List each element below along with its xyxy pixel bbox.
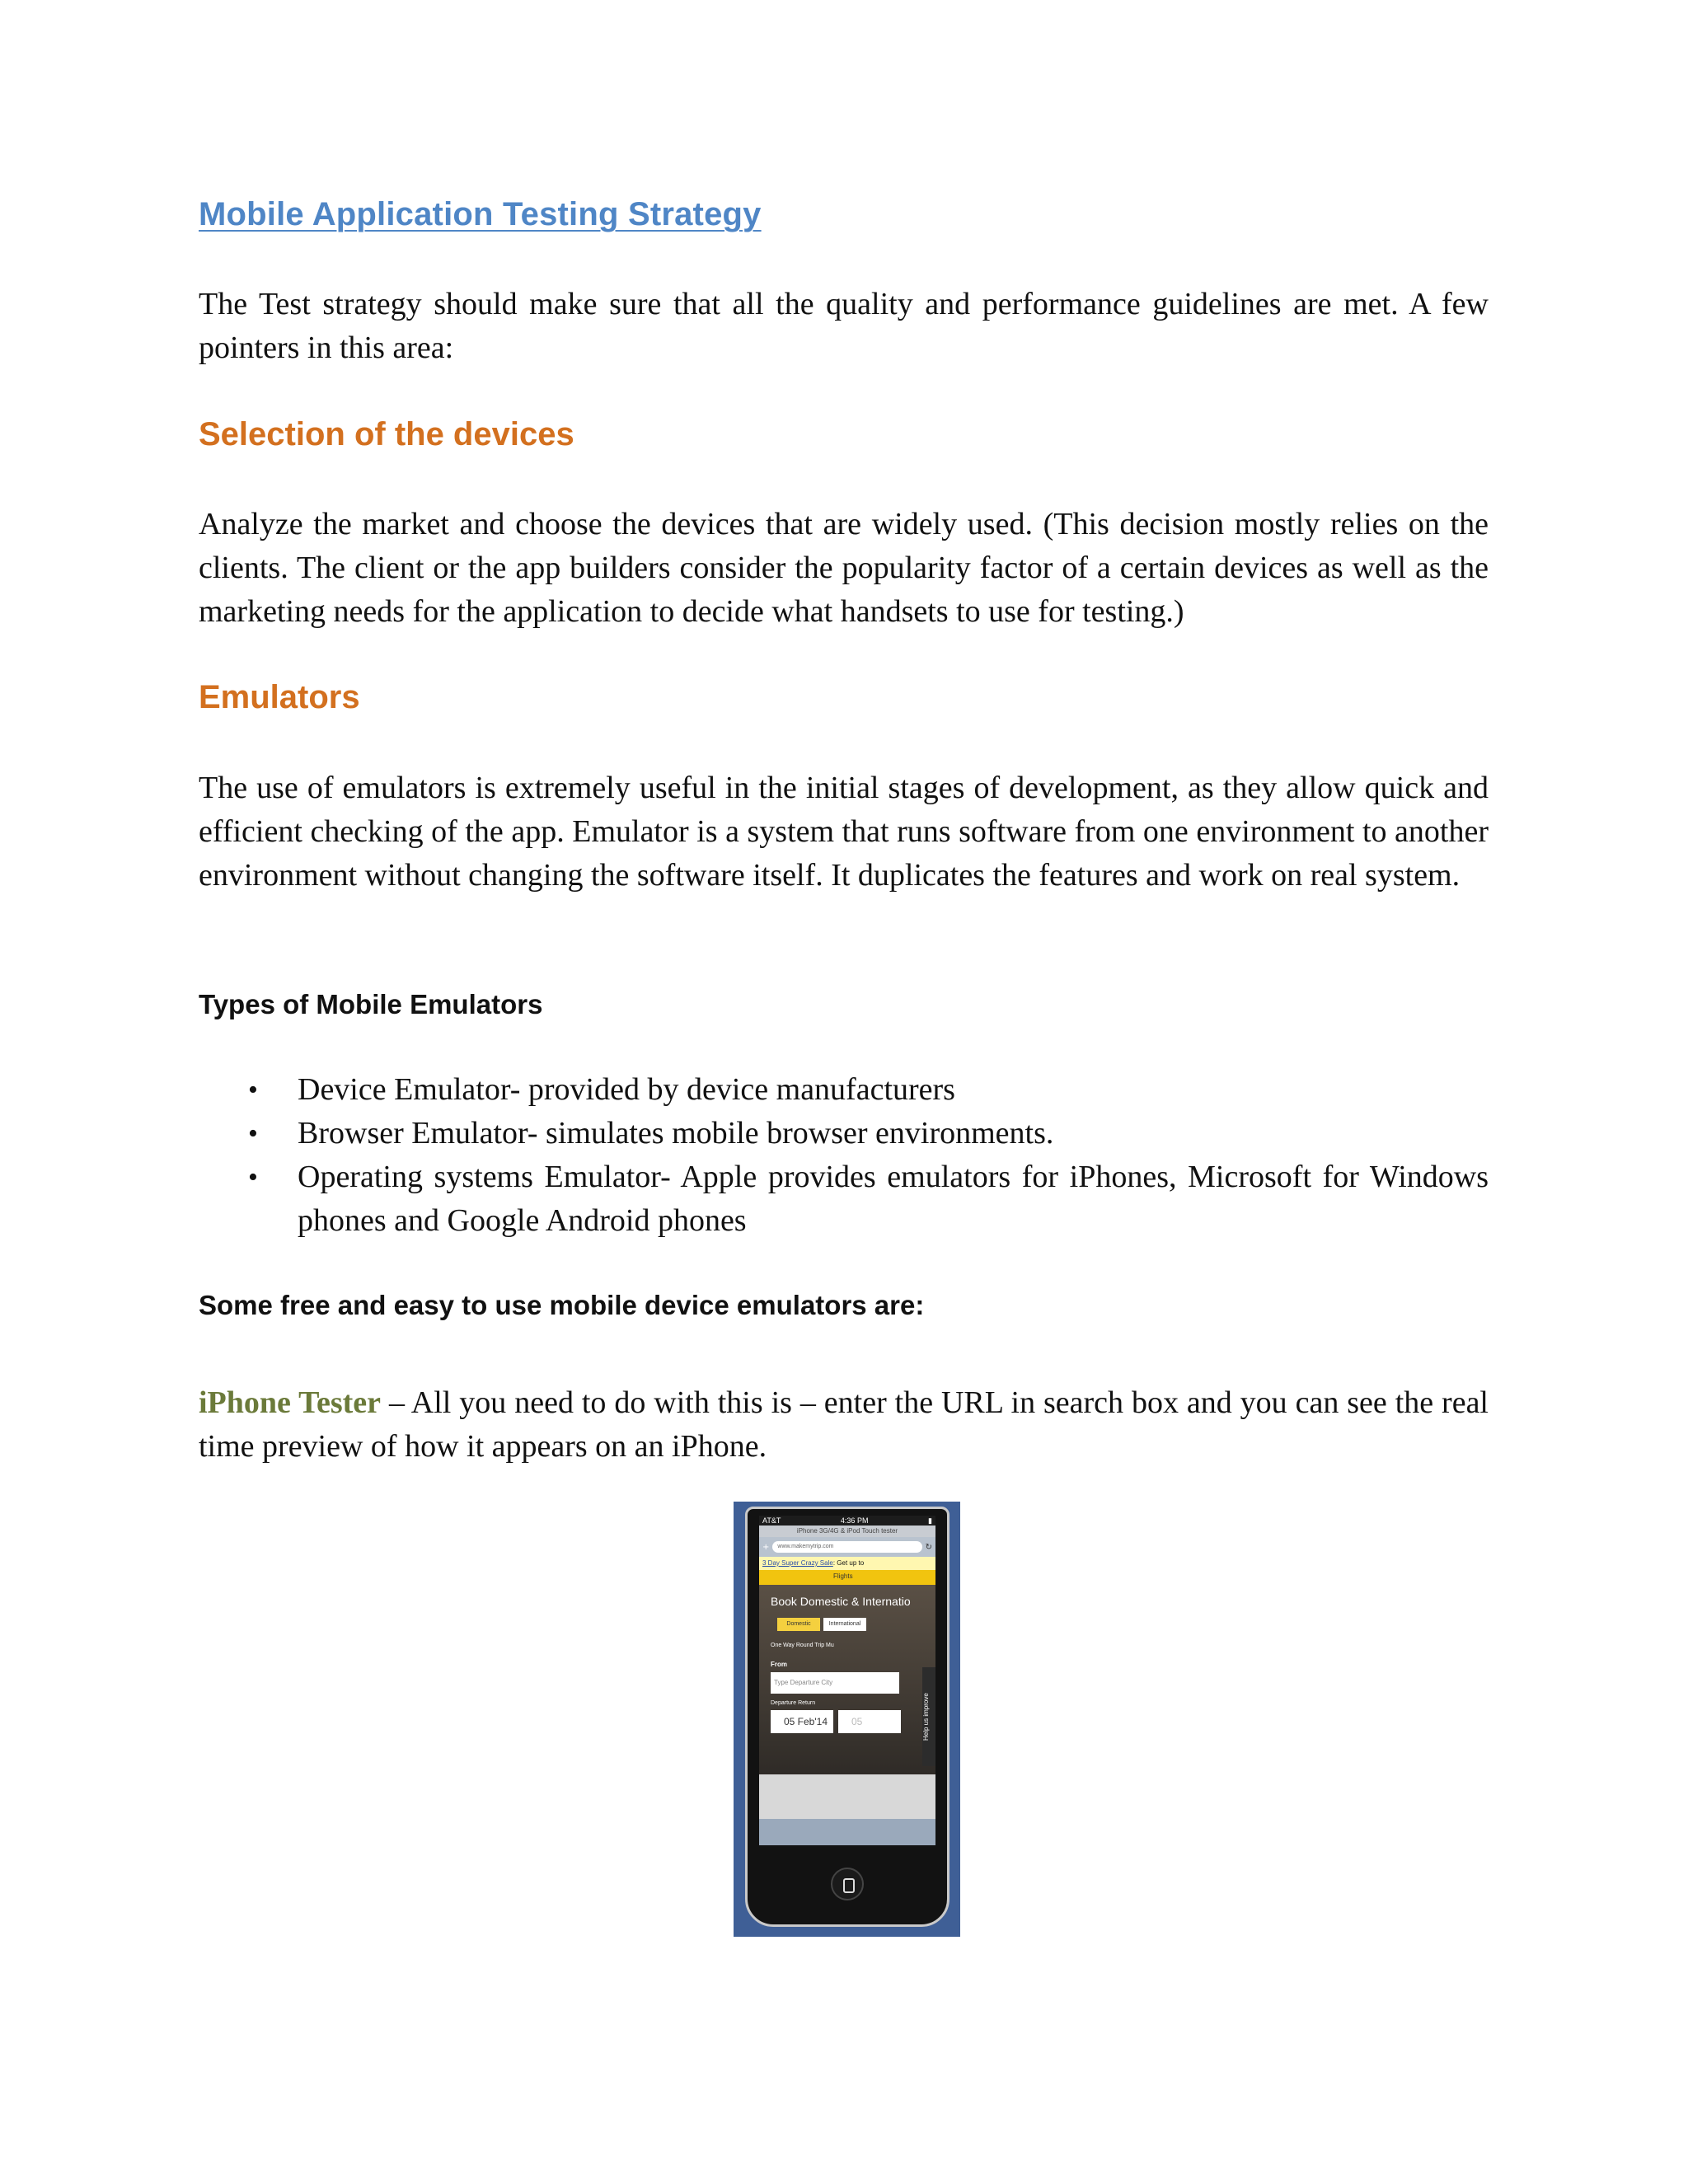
flights-bar bbox=[759, 1570, 935, 1585]
tab-international: International bbox=[823, 1618, 866, 1631]
date-fields bbox=[771, 1710, 901, 1733]
promo-banner bbox=[759, 1557, 935, 1570]
emulators-heading: Emulators bbox=[199, 679, 360, 715]
from-label: From bbox=[771, 1661, 787, 1668]
booking-panel bbox=[759, 1585, 935, 1774]
trip-options: One Way Round Trip Mu bbox=[771, 1643, 834, 1648]
devices-paragraph: Analyze the market and choose the devices that are widely used. (This decision mostly relies on the clients. The client or the app builders consider the popularity factor of a certain devices as well as the marketing needs for the application to decide what handsets to use for testing.) bbox=[199, 507, 1489, 629]
free-emulators-heading: Some free and easy to use mobile device emulators are: bbox=[199, 1290, 925, 1320]
phone-body bbox=[745, 1507, 950, 1927]
promo-link: 3 Day Super Crazy Sale bbox=[762, 1559, 833, 1567]
emulators-paragraph: The use of emulators is extremely useful in the initial stages of development, as they allow quick and efficient checking of the app. Emulator is a system that runs software from one environment to another environment without changing the software itself. It duplicates the features and work on real system. bbox=[199, 771, 1489, 893]
types-heading: Types of Mobile Emulators bbox=[199, 989, 543, 1019]
carrier-label: AT&T bbox=[762, 1516, 781, 1525]
list-item: • Browser Emulator- simulates mobile browser environments. bbox=[199, 1112, 1489, 1155]
phone-screen bbox=[759, 1516, 935, 1845]
url-bar bbox=[759, 1537, 935, 1557]
departure-date: 05 Feb'14 bbox=[771, 1710, 833, 1733]
tab-domestic: Domestic bbox=[777, 1618, 820, 1631]
promo-text: : Get up to bbox=[832, 1559, 865, 1567]
browser-toolbar bbox=[759, 1819, 935, 1845]
bullet-icon: • bbox=[248, 1162, 258, 1193]
intro-paragraph: The Test strategy should make sure that all the quality and performance guidelines are met. A few pointers in this area: bbox=[199, 287, 1489, 365]
iphone-tester-desc: – All you need to do with this is – enter the URL in search box and you can see the real time preview of how it appears on an iPhone. bbox=[199, 1385, 1489, 1464]
date-labels: Departure Return bbox=[771, 1700, 816, 1706]
clock-label: 4:36 PM bbox=[840, 1516, 869, 1525]
screen-title: iPhone 3G/4G & iPod Touch tester bbox=[759, 1526, 935, 1537]
iphone-screenshot-figure bbox=[734, 1502, 960, 1937]
list-item: • Device Emulator- provided by device manufacturers bbox=[199, 1068, 1489, 1112]
booking-heading: Book Domestic & Internatio bbox=[771, 1595, 911, 1608]
iphone-tester-paragraph bbox=[199, 1381, 1489, 1469]
url-field: www.makemytrip.com bbox=[772, 1541, 921, 1553]
list-item: • Operating systems Emulator- Apple provides emulators for iPhones, Microsoft for Windows phones and Google Android phones bbox=[199, 1155, 1489, 1243]
plus-icon: + bbox=[762, 1542, 770, 1552]
battery-icon: ▮ bbox=[928, 1516, 932, 1525]
flights-tab: Flights bbox=[833, 1572, 853, 1580]
devices-heading: Selection of the devices bbox=[199, 416, 574, 452]
from-field: Type Departure City bbox=[771, 1672, 899, 1694]
page-title: Mobile Application Testing Strategy bbox=[199, 196, 762, 232]
bullet-icon: • bbox=[248, 1075, 258, 1105]
reload-icon: ↻ bbox=[925, 1542, 932, 1552]
help-tab: Help us improve bbox=[922, 1667, 935, 1766]
return-date: 05 bbox=[838, 1710, 901, 1733]
emulator-types-list bbox=[199, 1068, 1489, 1243]
iphone-tester-name: iPhone Tester bbox=[199, 1385, 382, 1420]
bullet-icon: • bbox=[248, 1118, 258, 1149]
status-bar bbox=[759, 1516, 935, 1526]
home-button-icon bbox=[831, 1868, 864, 1900]
booking-tabs bbox=[777, 1618, 866, 1631]
